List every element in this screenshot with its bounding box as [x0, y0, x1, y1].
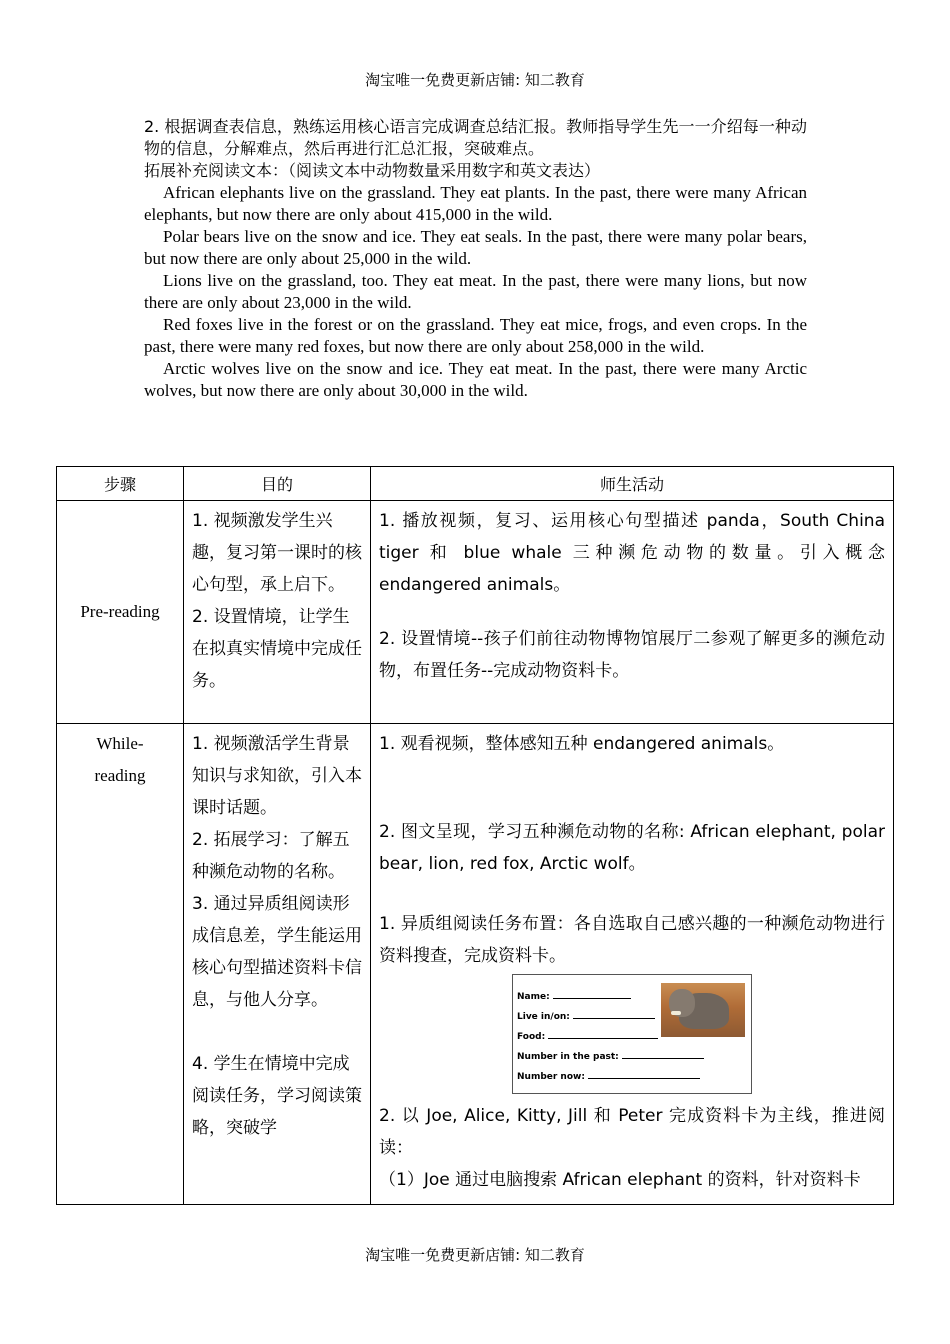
- elephant-photo: [661, 983, 745, 1037]
- summary-paragraph: 2. 根据调查表信息，熟练运用核心语言完成调查总结汇报。教师指导学生先一一介绍每一种动物的信息，分解难点，然后再进行汇总汇报，突破难点。: [144, 117, 807, 158]
- card-row-food: Food:: [517, 1029, 658, 1043]
- purpose-while-reading: [184, 724, 371, 1205]
- purpose-item: 4. 学生在情境中完成阅读任务，学习阅读策略，突破学: [192, 1054, 362, 1138]
- reading-paragraph-red-foxes: Red foxes live in the forest or on the grassland. They eat mice, frogs, and even crops. In the past, there were many red foxes, but now there are only about 258,000 in the wild.: [144, 315, 807, 356]
- table-row-pre-reading: [57, 501, 894, 724]
- step-pre-reading: Pre-reading: [57, 501, 184, 724]
- step-while-reading-line1: While-: [96, 734, 144, 753]
- table-header-row: [57, 467, 894, 501]
- card-row-now: Number now:: [517, 1069, 700, 1083]
- activity-item: 2. 图文呈现，学习五种濒危动物的名称: African elephant, polar bear, lion, red fox, Arctic wolf。: [379, 822, 885, 874]
- animal-info-card: [512, 974, 752, 1094]
- header-purpose: 目的: [184, 467, 371, 501]
- step-while-reading-line2: reading: [94, 766, 146, 785]
- purpose-item: 1. 视频激发学生兴趣，复习第一课时的核心句型，承上启下。: [192, 511, 362, 595]
- reading-paragraph-polar-bears: Polar bears live on the snow and ice. They eat seals. In the past, there were many polar bears, but now there are only about 25,000 in the wild.: [144, 227, 807, 268]
- intro-section: [144, 116, 807, 402]
- header-step: 步骤: [57, 467, 184, 501]
- reading-paragraph-elephants: African elephants live on the grassland. They eat plants. In the past, there were many African elephants, but now there are only about 415,000 in the wild.: [144, 183, 807, 224]
- activity-item: 1. 播放视频，复习、运用核心句型描述 panda，South China tiger 和 blue whale 三种濒危动物的数量。引入概念 endangered animals。: [379, 511, 885, 595]
- reading-paragraph-arctic-wolves: Arctic wolves live on the snow and ice. They eat meat. In the past, there were many Arctic wolves, but now there are only about 30,000 in the wild.: [144, 359, 807, 400]
- header-activity: 师生活动: [371, 467, 894, 501]
- card-row-live: Live in/on:: [517, 1009, 655, 1023]
- activity-pre-reading: [371, 501, 894, 724]
- lesson-plan-table: [56, 466, 894, 1205]
- card-row-past: Number in the past:: [517, 1049, 704, 1063]
- table-row-while-reading: [57, 724, 894, 1205]
- activity-item: 2. 设置情境--孩子们前往动物博物馆展厅二参观了解更多的濒危动物，布置任务--完成动物资料卡。: [379, 629, 885, 681]
- step-while-reading: [57, 724, 184, 1205]
- activity-item: 2. 以 Joe, Alice, Kitty, Jill 和 Peter 完成资料卡为主线，推进阅读：: [379, 1106, 885, 1158]
- purpose-pre-reading: [184, 501, 371, 724]
- purpose-item: 1. 视频激活学生背景知识与求知欲，引入本课时话题。: [192, 734, 362, 818]
- purpose-item: 2. 拓展学习：了解五种濒危动物的名称。: [192, 830, 350, 882]
- purpose-item: 3. 通过异质组阅读形成信息差，学生能运用核心句型描述资料卡信息，与他人分享。: [192, 894, 362, 1010]
- purpose-item: 2. 设置情境，让学生在拟真实情境中完成任务。: [192, 607, 362, 691]
- activity-item: 1. 异质组阅读任务布置：各自选取自己感兴趣的一种濒危动物进行资料搜查，完成资料卡。: [379, 914, 885, 966]
- page-footer: 淘宝唯一免费更新店铺: 知二教育: [365, 1246, 585, 1264]
- reading-text-heading: 拓展补充阅读文本：（阅读文本中动物数量采用数字和英文表达）: [144, 161, 601, 180]
- activity-item: 1. 观看视频，整体感知五种 endangered animals。: [379, 734, 785, 754]
- reading-paragraph-lions: Lions live on the grassland, too. They eat meat. In the past, there were many lions, but now there are only about 23,000 in the wild.: [144, 271, 807, 312]
- page-header: 淘宝唯一免费更新店铺: 知二教育: [365, 71, 585, 89]
- activity-item: （1）Joe 通过电脑搜索 African elephant 的资料，针对资料卡: [379, 1170, 861, 1190]
- card-row-name: Name:: [517, 989, 631, 1003]
- activity-while-reading: [371, 724, 894, 1205]
